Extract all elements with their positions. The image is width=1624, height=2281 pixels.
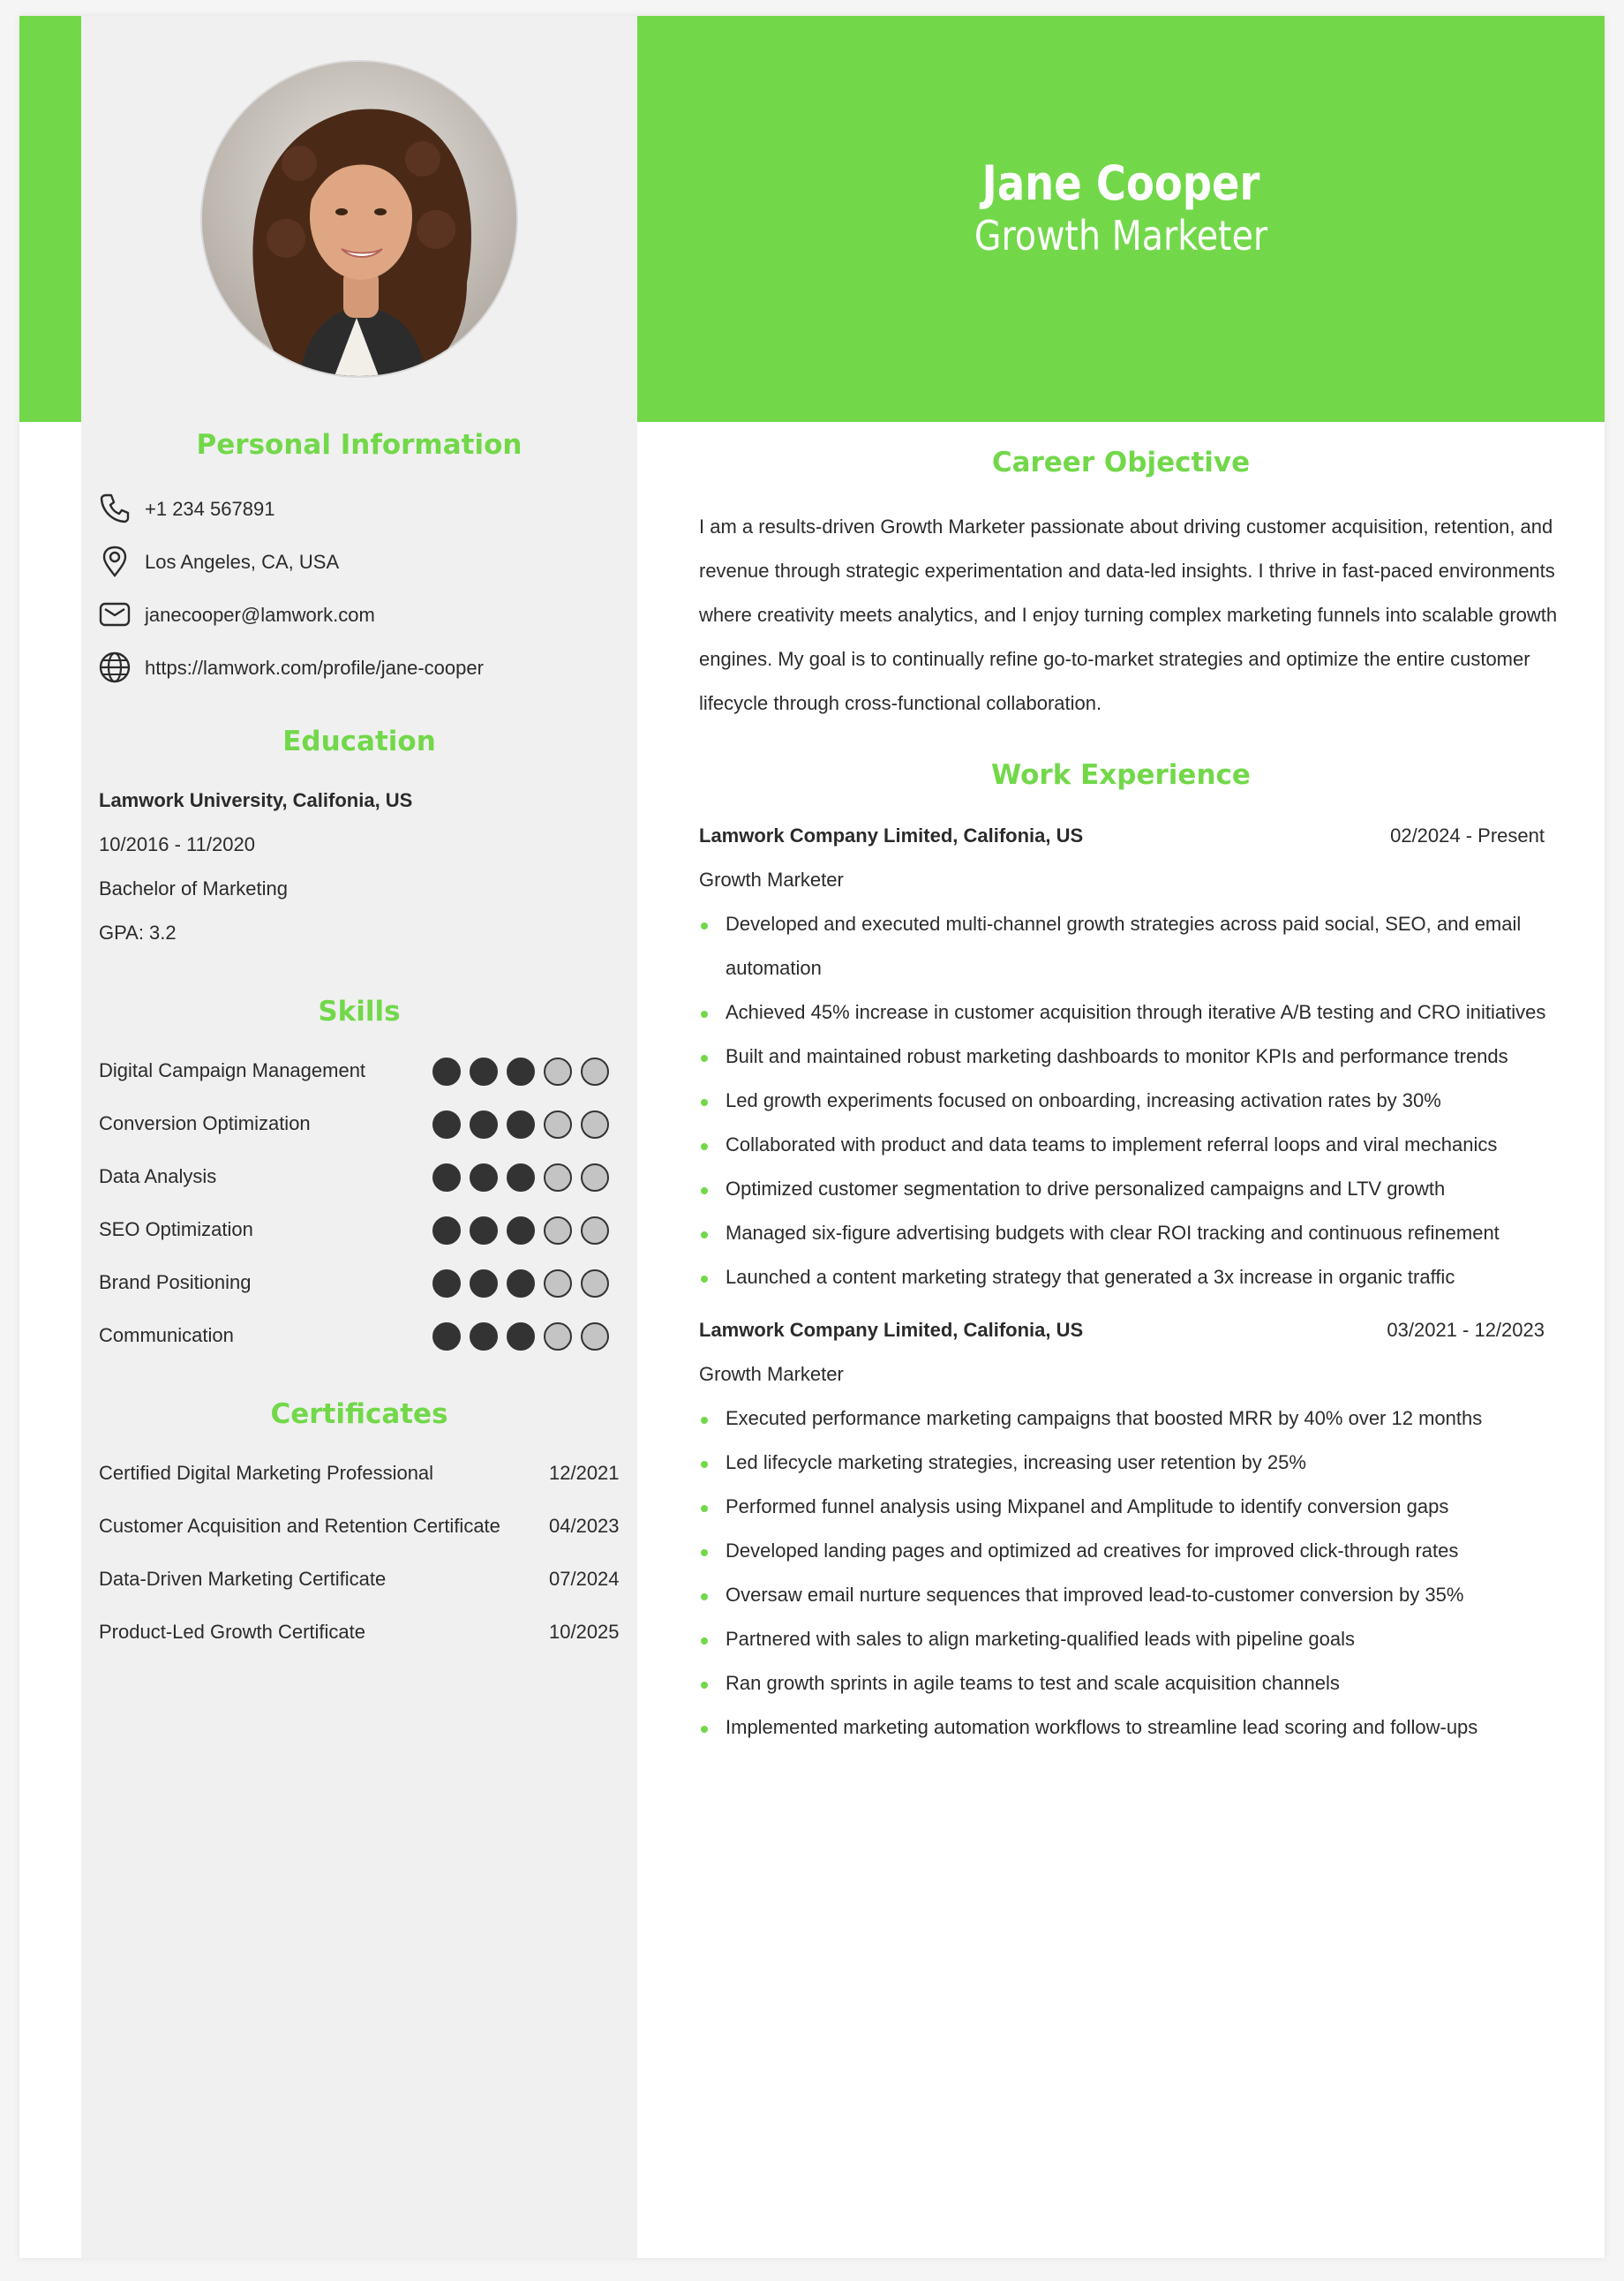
job-role: Growth Marketer bbox=[699, 1363, 844, 1385]
rating-dot-filled bbox=[507, 1216, 535, 1245]
certificate-date: 04/2023 bbox=[549, 1515, 620, 1537]
bullet-dot bbox=[701, 922, 708, 930]
rating-dot-filled bbox=[507, 1163, 535, 1192]
job-company: Lamwork Company Limited, Califonia, US bbox=[699, 1319, 1084, 1341]
career-objective-heading: Career Objective bbox=[991, 447, 1251, 478]
job-bullet: Led growth experiments focused on onboarding, increasing activation rates by 30% bbox=[726, 1089, 1441, 1111]
rating-dot-filled bbox=[507, 1110, 535, 1139]
phone-text: +1 234 567891 bbox=[145, 498, 275, 520]
bullet-dot bbox=[701, 1143, 708, 1150]
rating-dot-empty bbox=[581, 1163, 609, 1192]
education-heading: Education bbox=[282, 726, 436, 757]
bullet-dot bbox=[701, 1461, 708, 1468]
rating-dot-empty bbox=[544, 1322, 572, 1351]
certificate-name: Certified Digital Marketing Professional bbox=[99, 1462, 434, 1484]
job-dates: 02/2024 - Present bbox=[1390, 824, 1545, 847]
job-bullet: Developed and executed multi-channel growth strategies across paid social, SEO, and email bbox=[726, 913, 1522, 935]
job-bullet: Executed performance marketing campaigns that boosted MRR by 40% over 12 months bbox=[726, 1407, 1483, 1429]
bullet-dot bbox=[701, 1682, 708, 1689]
job-bullet: Collaborated with product and data teams to implement referral loops and viral mechanics bbox=[726, 1133, 1498, 1156]
rating-dot-filled bbox=[470, 1269, 498, 1298]
skill-rating bbox=[432, 1322, 609, 1351]
job-bullet: Achieved 45% increase in customer acquisition through iterative A/B testing and CRO initiatives bbox=[726, 1001, 1546, 1023]
avatar bbox=[202, 62, 516, 376]
job-bullet: Ran growth sprints in agile teams to test and scale acquisition channels bbox=[726, 1672, 1340, 1694]
left-accent-bar bbox=[19, 16, 81, 422]
globe-icon bbox=[97, 650, 132, 685]
rating-dot-filled bbox=[507, 1322, 535, 1351]
job-role: Growth Marketer bbox=[699, 869, 844, 891]
rating-dot-empty bbox=[544, 1269, 572, 1298]
candidate-name: Jane Cooper bbox=[981, 155, 1260, 211]
location-pin-icon bbox=[97, 544, 132, 579]
bullet-dot bbox=[701, 1505, 708, 1512]
job-bullet: Launched a content marketing strategy that generated a 3x increase in organic traffic bbox=[726, 1266, 1455, 1288]
profile-photo bbox=[200, 60, 518, 378]
bullet-dot bbox=[701, 1593, 708, 1600]
certificate-name: Customer Acquisition and Retention Certificate bbox=[99, 1515, 500, 1537]
rating-dot-filled bbox=[507, 1269, 535, 1298]
rating-dot-empty bbox=[581, 1322, 609, 1351]
bullet-dot bbox=[701, 1417, 708, 1424]
email-text: janecooper@lamwork.com bbox=[145, 604, 375, 626]
job-bullet: Led lifecycle marketing strategies, increasing user retention by 25% bbox=[726, 1451, 1306, 1473]
rating-dot-filled bbox=[432, 1322, 461, 1351]
bullet-dot bbox=[701, 1055, 708, 1062]
certificate-date: 12/2021 bbox=[549, 1462, 620, 1484]
skill-rating bbox=[432, 1163, 609, 1192]
website-link[interactable]: https://lamwork.com/profile/jane-cooper bbox=[145, 657, 484, 679]
job-bullet: Oversaw email nurture sequences that improved lead-to-customer conversion by 35% bbox=[726, 1584, 1464, 1606]
rating-dot-filled bbox=[432, 1269, 461, 1298]
bullet-dot bbox=[701, 1726, 708, 1733]
candidate-title: Growth Marketer bbox=[974, 212, 1268, 260]
skill-name: Brand Positioning bbox=[99, 1271, 252, 1293]
email-icon bbox=[97, 597, 132, 632]
job-bullet-continued: automation bbox=[726, 957, 822, 979]
skill-rating bbox=[432, 1269, 609, 1298]
skill-name: SEO Optimization bbox=[99, 1218, 253, 1240]
rating-dot-filled bbox=[432, 1163, 461, 1192]
rating-dot-filled bbox=[432, 1110, 461, 1139]
rating-dot-filled bbox=[432, 1216, 461, 1245]
rating-dot-filled bbox=[507, 1058, 535, 1086]
education-dates: 10/2016 - 11/2020 bbox=[99, 833, 255, 855]
work-experience-heading: Work Experience bbox=[991, 759, 1251, 791]
job-bullet: Managed six-figure advertising budgets with clear ROI tracking and continuous refinement bbox=[726, 1222, 1500, 1244]
rating-dot-empty bbox=[581, 1269, 609, 1298]
certificate-date: 07/2024 bbox=[549, 1568, 620, 1590]
bullet-dot bbox=[701, 1637, 708, 1645]
education-degree: Bachelor of Marketing bbox=[99, 877, 288, 900]
rating-dot-filled bbox=[432, 1058, 461, 1086]
location-text: Los Angeles, CA, USA bbox=[145, 551, 340, 573]
bullet-dot bbox=[701, 1231, 708, 1238]
job-bullet: Partnered with sales to align marketing-qualified leads with pipeline goals bbox=[726, 1628, 1355, 1650]
job-bullet: Optimized customer segmentation to drive personalized campaigns and LTV growth bbox=[726, 1178, 1446, 1200]
rating-dot-filled bbox=[470, 1322, 498, 1351]
education-school: Lamwork University, Califonia, US bbox=[99, 789, 413, 811]
job-company: Lamwork Company Limited, Califonia, US bbox=[699, 824, 1084, 847]
career-objective-text: I am a results-driven Growth Marketer passionate about driving customer acquisition, retention, and revenue through strategic experimentation and data-led insights. I thrive in fast-paced environments where creativity meets analytics, and I enjoy turning complex marketing funnels into scalable growth engines. My goal is to continually refine go-to-market strategies and optimize the entire customer lifecycle through cross-functional collaboration. bbox=[699, 516, 1558, 714]
skills-heading: Skills bbox=[318, 996, 401, 1028]
skill-name: Digital Campaign Management bbox=[99, 1059, 366, 1081]
education-gpa: GPA: 3.2 bbox=[99, 922, 177, 944]
rating-dot-filled bbox=[470, 1058, 498, 1086]
skill-name: Conversion Optimization bbox=[99, 1112, 311, 1134]
rating-dot-empty bbox=[581, 1110, 609, 1139]
rating-dot-empty bbox=[581, 1058, 609, 1086]
job-bullet: Developed landing pages and optimized ad creatives for improved click-through rates bbox=[726, 1539, 1459, 1562]
rating-dot-empty bbox=[544, 1110, 572, 1139]
skill-name: Communication bbox=[99, 1324, 234, 1346]
certificate-name: Data-Driven Marketing Certificate bbox=[99, 1568, 387, 1590]
bullet-dot bbox=[701, 1276, 708, 1283]
bullet-dot bbox=[701, 1549, 708, 1556]
rating-dot-filled bbox=[470, 1110, 498, 1139]
skill-name: Data Analysis bbox=[99, 1165, 217, 1187]
bullet-dot bbox=[701, 1011, 708, 1018]
certificates-heading: Certificates bbox=[270, 1398, 448, 1430]
bullet-dot bbox=[701, 1187, 708, 1194]
job-bullet: Built and maintained robust marketing dashboards to monitor KPIs and performance trends bbox=[726, 1045, 1508, 1067]
rating-dot-filled bbox=[470, 1216, 498, 1245]
rating-dot-filled bbox=[470, 1163, 498, 1192]
phone-icon bbox=[97, 491, 132, 526]
resume-page bbox=[19, 16, 1605, 2258]
job-bullet: Performed funnel analysis using Mixpanel and Amplitude to identify conversion gaps bbox=[726, 1495, 1449, 1517]
skill-rating bbox=[432, 1058, 609, 1086]
skill-rating bbox=[432, 1216, 609, 1245]
skill-rating bbox=[432, 1110, 609, 1139]
personal-info-heading: Personal Information bbox=[196, 429, 523, 461]
certificate-date: 10/2025 bbox=[549, 1621, 620, 1643]
rating-dot-empty bbox=[544, 1058, 572, 1086]
rating-dot-empty bbox=[544, 1163, 572, 1192]
job-dates: 03/2021 - 12/2023 bbox=[1387, 1319, 1545, 1341]
rating-dot-empty bbox=[581, 1216, 609, 1245]
rating-dot-empty bbox=[544, 1216, 572, 1245]
bullet-dot bbox=[701, 1099, 708, 1106]
certificate-name: Product-Led Growth Certificate bbox=[99, 1621, 366, 1643]
job-bullet: Implemented marketing automation workflows to streamline lead scoring and follow-ups bbox=[726, 1716, 1478, 1738]
